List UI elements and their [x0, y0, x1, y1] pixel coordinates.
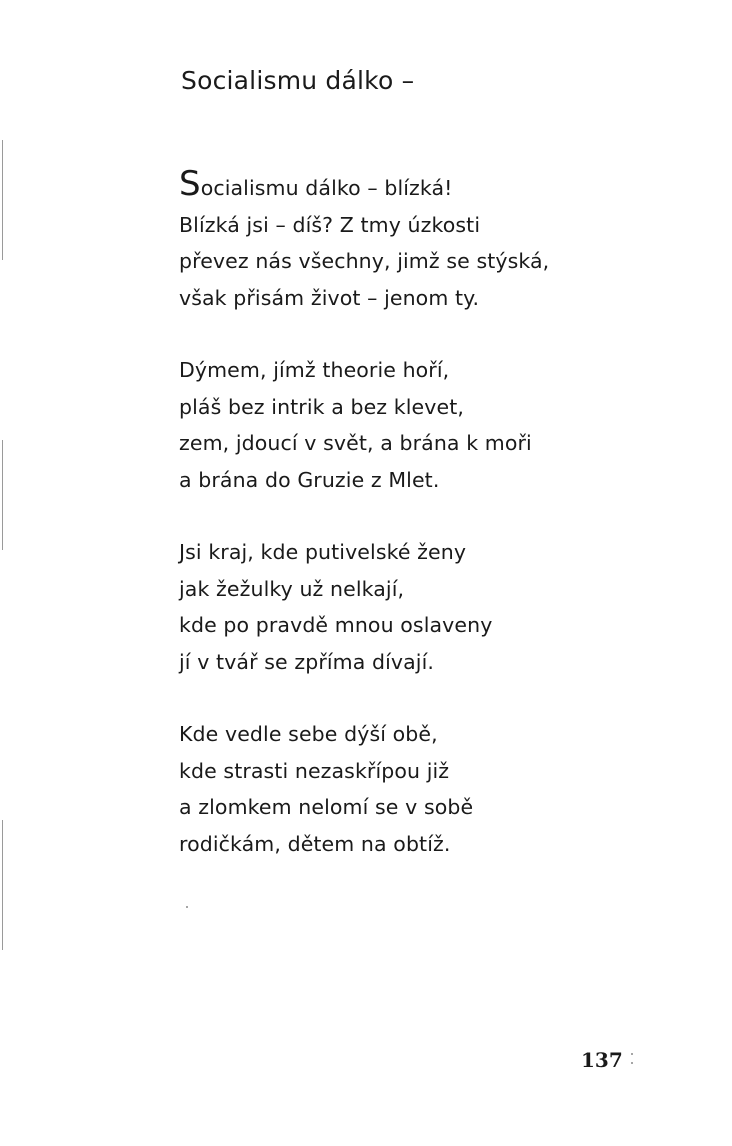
page-edge-shadow [2, 820, 3, 950]
stanza-1 [179, 164, 699, 316]
page-edge-shadow [2, 440, 3, 550]
stanza-3 [179, 534, 699, 680]
poem-body [179, 164, 699, 898]
print-speck [631, 1053, 633, 1055]
page-edge-shadow [2, 140, 3, 260]
poem-line: jak žežulky už nelkají, [179, 576, 405, 601]
stanza-2 [179, 352, 699, 498]
poem-line: Kde vedle sebe dýší obě, [179, 722, 438, 746]
poem-line: Socialismu dálko – blízká! [179, 164, 453, 204]
poem-line: Blízká jsi – díš? Z tmy úzkosti [179, 212, 481, 237]
poem-line: pláš bez intrik a bez klevet, [179, 394, 464, 419]
poem-line: a zlomkem nelomí se v sobě [179, 795, 474, 819]
poem-line: však přisám život – jenom ty. [179, 285, 480, 310]
print-speck [186, 906, 188, 908]
poem-line: a brána do Gruzie z Mlet. [179, 467, 440, 492]
stanza-4 [179, 716, 699, 862]
poem-title: Socialismu dálko – [181, 66, 415, 95]
drop-cap: S [179, 164, 201, 204]
page-number: 137 [581, 1048, 623, 1072]
poem-line: Jsi kraj, kde putivelské ženy [179, 540, 467, 564]
poem-line: převez nás všechny, jimž se stýská, [179, 249, 550, 273]
poem-line: kde po pravdě mnou oslaveny [179, 613, 493, 637]
print-speck [631, 1062, 633, 1064]
poem-line: zem, jdoucí v svět, a brána k moři [179, 431, 532, 455]
poem-line: kde strasti nezaskřípou již [179, 758, 450, 783]
poem-line: rodičkám, dětem na obtíž. [179, 831, 451, 856]
poem-line: Dýmem, jímž theorie hoří, [179, 358, 450, 382]
poem-line: jí v tvář se zpříma dívají. [179, 649, 434, 674]
